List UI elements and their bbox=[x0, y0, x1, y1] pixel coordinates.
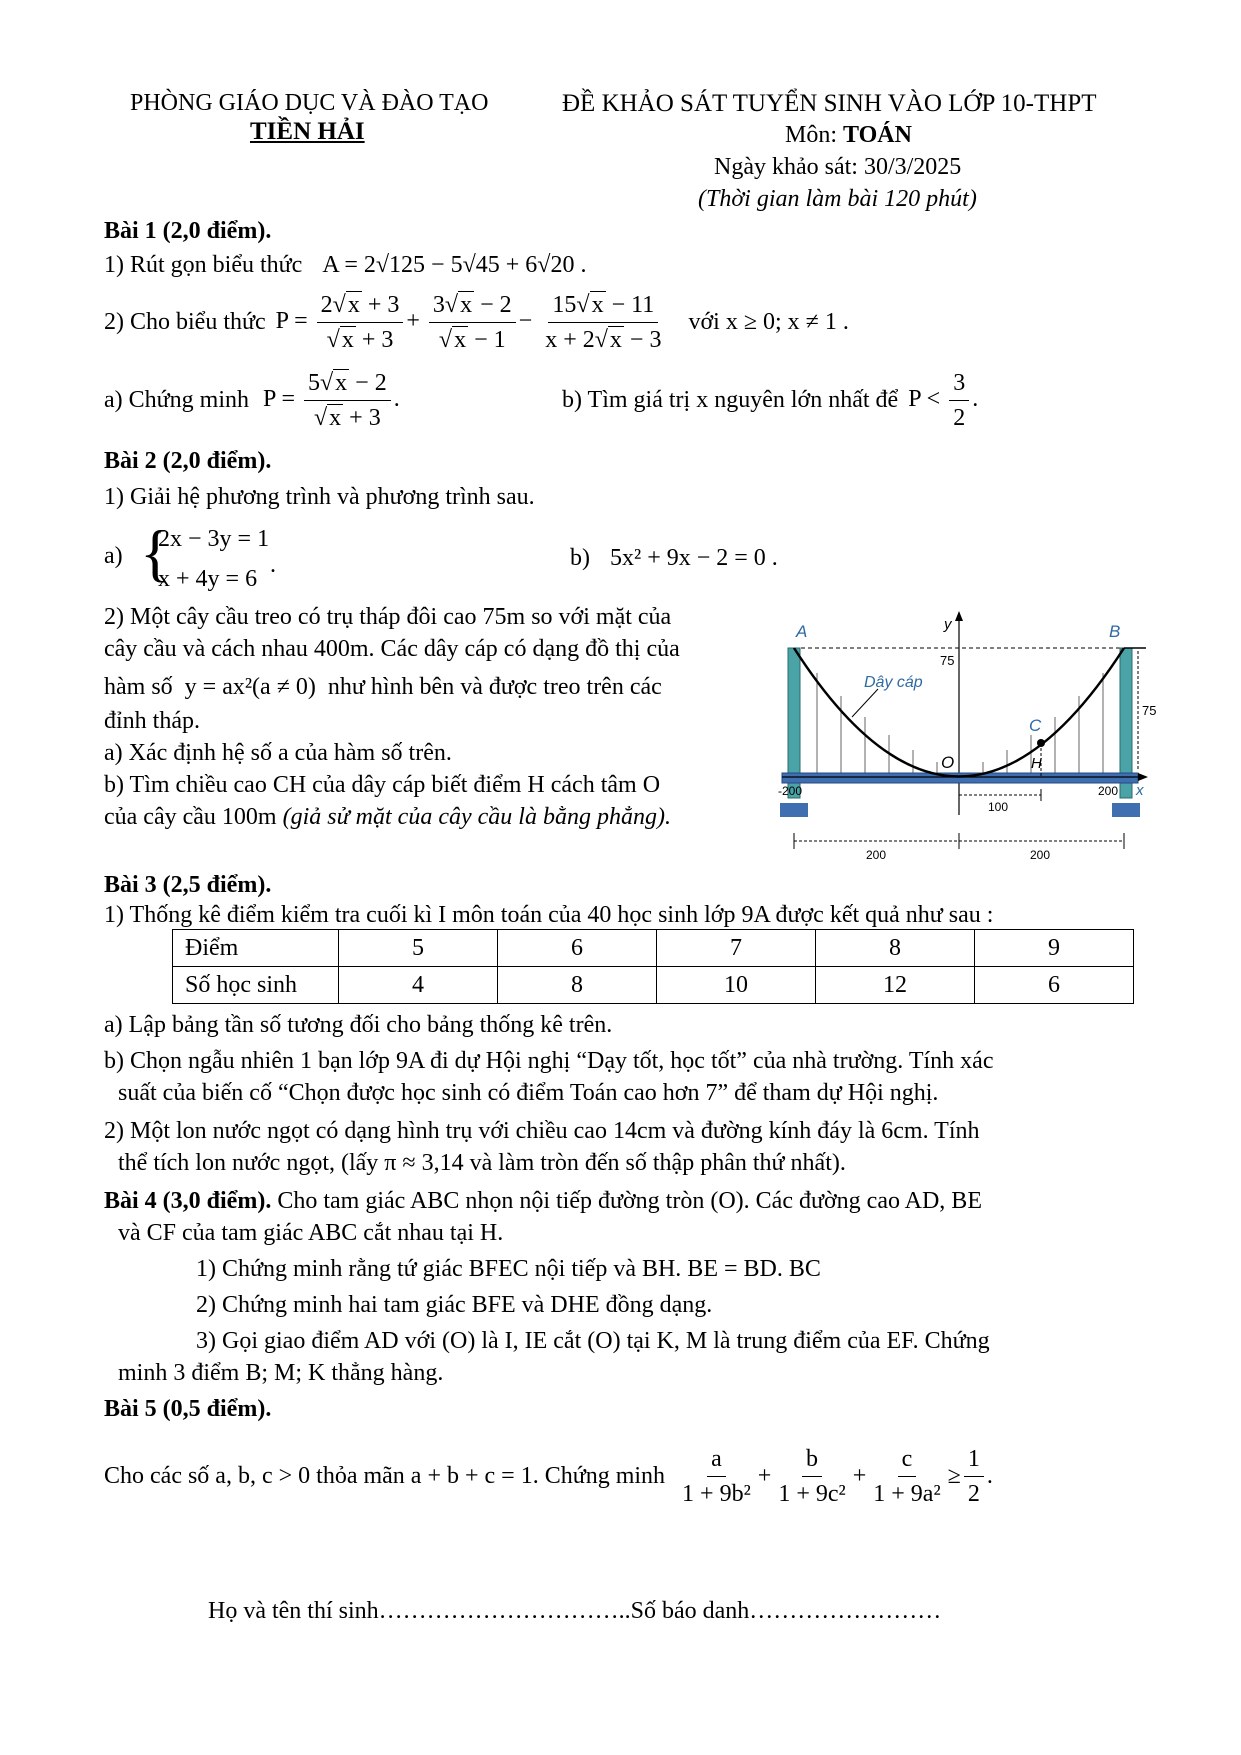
bai5-text: Cho các số a, b, c > 0 thỏa mãn a + b + c = 1. Chứng minh bbox=[104, 1463, 666, 1489]
bai1-q1 bbox=[104, 252, 586, 279]
frac1-num: a bbox=[707, 1444, 726, 1477]
system-brace: { bbox=[140, 517, 171, 588]
p-expression: P = 2√ x + 3 √ x + 3 + 3√ x − 2 √ x − 1 − $\frac{15√ x - 11}{x + 2√ x - 3}$ bbox=[276, 290, 669, 355]
table-header-score: Điểm bbox=[173, 930, 339, 967]
frac2-num: b bbox=[802, 1444, 822, 1477]
label-75-center: 75 bbox=[940, 653, 955, 668]
bai1-q2-text: 2) Cho biểu thức bbox=[104, 309, 266, 335]
bai2-q2-line4: đỉnh tháp. bbox=[104, 708, 200, 734]
bai2-q2-line3-a: hàm số bbox=[104, 674, 173, 700]
bai3-q2-line2: thể tích lon nước ngọt, (lấy π ≈ 3,14 và làm tròn đến số thập phân thứ nhất). bbox=[118, 1150, 846, 1176]
cable-label-pointer bbox=[852, 689, 878, 717]
bai2-q2b-line2-b: (giả sử mặt của cây cầu là bằng phẳng). bbox=[282, 804, 671, 830]
candidate-info-line: Họ và tên thí sinh…………………………..Số báo danh…………………… bbox=[208, 1598, 942, 1624]
rhs-den: 2 bbox=[967, 1481, 980, 1507]
label-o: O bbox=[941, 753, 955, 772]
label-h: H bbox=[1031, 755, 1042, 772]
p-simplified: P = 5√ x − 2 √ x + 3 . bbox=[263, 368, 400, 433]
parabola-function: y = ax²(a ≠ 0) bbox=[184, 674, 316, 700]
bai3-qa: a) Lập bảng tần số tương đối cho bảng thống kê trên. bbox=[104, 1012, 613, 1038]
bai2-q2b-line2-a: của cây cầu 100m bbox=[104, 804, 283, 830]
label-c: C bbox=[1029, 716, 1042, 735]
table-row-scores bbox=[173, 930, 1134, 967]
bai1-q1-text: 1) Rút gọn biểu thức bbox=[104, 252, 303, 278]
frac3-num: c bbox=[898, 1444, 917, 1477]
bridge-deck bbox=[782, 773, 1138, 783]
bai4-q3-line2: minh 3 điểm B; M; K thẳng hàng. bbox=[118, 1360, 444, 1386]
table-cell: 6 bbox=[498, 930, 657, 967]
bai2-q2a: a) Xác định hệ số a của hàm số trên. bbox=[104, 740, 452, 766]
label-a: A bbox=[796, 622, 808, 641]
hangers bbox=[817, 673, 1103, 773]
bai3-q1: 1) Thống kê điểm kiểm tra cuối kì I môn toán của 40 học sinh lớp 9A được kết quả như sau : bbox=[104, 902, 994, 928]
system-eq2: x + 4y = 6 bbox=[158, 566, 258, 592]
table-cell: 8 bbox=[498, 967, 657, 1004]
subject-name: TOÁN bbox=[843, 122, 912, 148]
bridge-figure bbox=[778, 605, 1157, 865]
table-cell: 6 bbox=[975, 967, 1134, 1004]
bai3-q2-line1: 2) Một lon nước ngọt có dạng hình trụ với chiều cao 14cm và đường kính đáy là 6cm. Tính bbox=[104, 1118, 980, 1144]
bai4-intro-text: Cho tam giác ABC nhọn nội tiếp đường tròn (O). Các đường cao AD, BE bbox=[271, 1188, 982, 1214]
exam-title: ĐỀ KHẢO SÁT TUYỂN SINH VÀO LỚP 10-THPT bbox=[562, 90, 1097, 117]
bai2-qb-equation: 5x² + 9x − 2 = 0 . bbox=[610, 545, 778, 571]
exam-duration: (Thời gian làm bài 120 phút) bbox=[698, 186, 977, 212]
label-x: x bbox=[1136, 782, 1144, 799]
bai3-qb-line2: suất của biến cố “Chọn được học sinh có điểm Toán cao hơn 7” để tham dự Hội nghị. bbox=[118, 1080, 939, 1106]
label-100: 100 bbox=[988, 800, 1009, 814]
bai4-q1: 1) Chứng minh rằng tứ giác BFEC nội tiếp và BH. BE = BD. BC bbox=[196, 1256, 821, 1282]
bai2-q2-line3 bbox=[104, 674, 662, 701]
bai2-qb bbox=[570, 545, 778, 572]
rhs-num: 1 bbox=[964, 1444, 984, 1477]
bai2-qa-label: a) bbox=[104, 543, 123, 569]
bai3-qb-line1: b) Chọn ngẫu nhiên 1 bạn lớp 9A đi dự Hội nghị “Dạy tốt, học tốt” của nhà trường. Tính xác bbox=[104, 1048, 994, 1074]
bai1-qb-text: b) Tìm giá trị x nguyên lớn nhất để bbox=[562, 387, 899, 413]
table-header-students: Số học sinh bbox=[173, 967, 339, 1004]
table-cell: 10 bbox=[657, 967, 816, 1004]
p-inequality: P < $\frac{3}{2}$ . bbox=[908, 370, 979, 431]
table-row-students bbox=[173, 967, 1134, 1004]
bai5-title: Bài 5 (0,5 điểm). bbox=[104, 1396, 272, 1422]
bai1-qb bbox=[562, 368, 978, 433]
system-eq1: 2x − 3y = 1 bbox=[158, 526, 270, 552]
department-name: PHÒNG GIÁO DỤC VÀ ĐÀO TẠO bbox=[130, 90, 489, 116]
table-cell: 12 bbox=[816, 967, 975, 1004]
bai2-q2-line2: cây cầu và cách nhau 400m. Các dây cáp có dạng đồ thị của bbox=[104, 636, 680, 662]
bai1-title: Bài 1 (2,0 điểm). bbox=[104, 218, 272, 244]
bai1-q1-expression: A = 2√125 − 5√45 + 6√20 . bbox=[322, 252, 587, 278]
pier-left bbox=[780, 803, 808, 817]
pier-right bbox=[1112, 803, 1140, 817]
bai1-qa bbox=[104, 368, 400, 433]
bai4-intro-line1 bbox=[104, 1188, 982, 1215]
bai4-intro-line2: và CF của tam giác ABC cắt nhau tại H. bbox=[118, 1220, 504, 1246]
table-cell: 7 bbox=[657, 930, 816, 967]
label-200-left: 200 bbox=[866, 848, 887, 862]
label-75-right: 75 bbox=[1142, 703, 1157, 718]
frac3-den: 1 + 9a² bbox=[873, 1481, 941, 1507]
subject-prefix: Môn: bbox=[785, 122, 844, 148]
bai5-statement bbox=[104, 1444, 993, 1509]
bai2-q2b-line2 bbox=[104, 804, 671, 831]
bai2-q1: 1) Giải hệ phương trình và phương trình sau. bbox=[104, 484, 535, 510]
bai2-q2-line1: 2) Một cây cầu treo có trụ tháp đôi cao 75m so với mặt của bbox=[104, 604, 672, 630]
exam-date: Ngày khảo sát: 30/3/2025 bbox=[714, 154, 962, 180]
bai1-q2-condition: với x ≥ 0; x ≠ 1 . bbox=[688, 309, 849, 335]
label-200-right: 200 bbox=[1030, 848, 1051, 862]
bai4-title: Bài 4 (3,0 điểm). bbox=[104, 1188, 272, 1214]
label-b: B bbox=[1109, 622, 1121, 641]
bai2-q2b-line1: b) Tìm chiều cao CH của dây cáp biết điểm H cách tâm O bbox=[104, 772, 661, 798]
table-cell: 4 bbox=[339, 967, 498, 1004]
label-cable: Dây cáp bbox=[864, 674, 923, 691]
y-axis-arrow bbox=[955, 611, 963, 621]
bai3-title: Bài 3 (2,5 điểm). bbox=[104, 872, 272, 898]
bai4-q2: 2) Chứng minh hai tam giác BFE và DHE đồng dạng. bbox=[196, 1292, 713, 1318]
label-y: y bbox=[944, 616, 952, 633]
x-axis-arrow bbox=[1138, 773, 1148, 781]
frac1-den: 1 + 9b² bbox=[682, 1481, 751, 1507]
bai2-qb-label: b) bbox=[570, 545, 590, 571]
system-period: . bbox=[270, 552, 276, 578]
table-cell: 5 bbox=[339, 930, 498, 967]
district-name: TIỀN HẢI bbox=[250, 118, 365, 145]
bai4-q3-line1: 3) Gọi giao điểm AD với (O) là I, IE cắt (O) tại K, M là trung điểm của EF. Chứng bbox=[196, 1328, 990, 1354]
label-x-neg200: -200 bbox=[778, 784, 803, 798]
score-table bbox=[172, 929, 1134, 1004]
table-cell: 9 bbox=[975, 930, 1134, 967]
bai2-title: Bài 2 (2,0 điểm). bbox=[104, 448, 272, 474]
frac2-den: 1 + 9c² bbox=[778, 1481, 846, 1507]
bai1-qa-text: a) Chứng minh bbox=[104, 387, 249, 413]
label-x-pos200: 200 bbox=[1098, 784, 1119, 798]
bai1-q2 bbox=[104, 290, 849, 355]
bai5-inequality: $\frac{a}{\text{1 + 9b²}}$ + $\frac{b}{\text{1 + 9c²}}$ + $\frac{c}{\text{1 + 9a²}}$ ≥ $\frac{1}{2}$ . bbox=[675, 1444, 993, 1509]
bai2-q2-line3-c: như hình bên và được treo trên các bbox=[327, 674, 662, 700]
subject-line bbox=[785, 122, 912, 149]
table-cell: 8 bbox=[816, 930, 975, 967]
